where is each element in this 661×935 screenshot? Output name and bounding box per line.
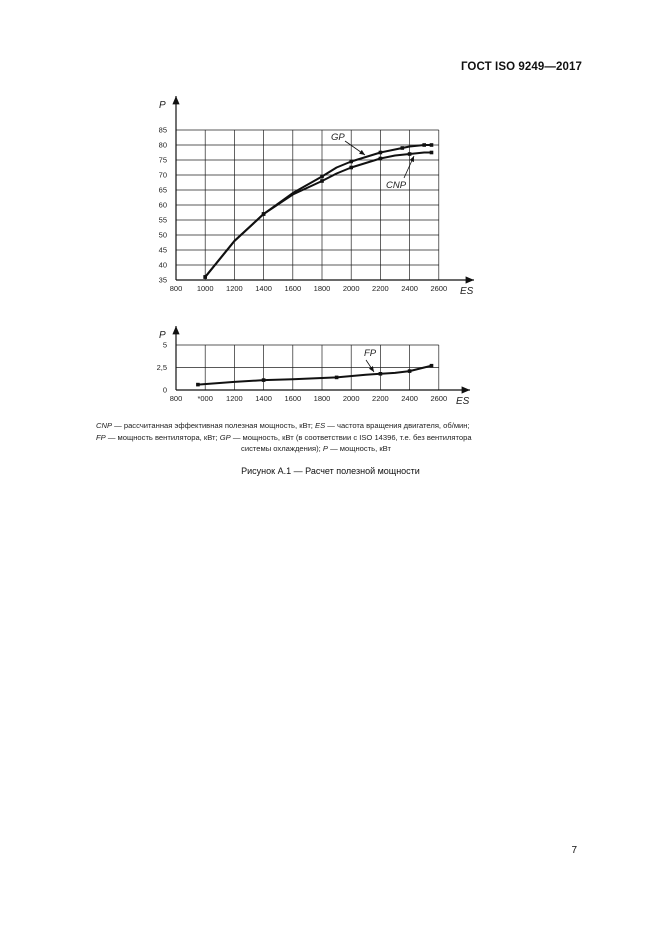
series-line-fp [198,366,432,385]
data-point [379,372,383,376]
x-tick-label: 2000 [342,394,360,403]
data-point [262,378,266,382]
data-point [430,143,434,147]
legend-p-text: — мощность, кВт [327,444,391,454]
annotation-arrow [366,360,374,372]
x-tick-label: 2200 [372,394,389,403]
x-tick-label: 1400 [255,284,272,293]
x-tick-label: 2200 [372,284,389,293]
figure-legend [96,420,536,455]
x-tick-label: 1600 [284,284,302,293]
y-tick-label: 2,5 [156,363,167,372]
x-tick-label: 1000 [196,284,214,293]
x-tick-label: 1200 [226,284,243,293]
data-point [349,160,353,164]
legend-es-symbol: ES [315,421,326,430]
data-point [320,175,324,179]
data-point [349,166,353,170]
data-point [379,151,383,155]
x-tick-label: 800 [169,284,183,293]
series-annotation-label: FP [364,348,377,359]
data-point [408,369,412,373]
page-number: 7 [571,845,577,856]
x-tick-label: 2400 [401,394,418,403]
data-point [203,275,207,279]
y-tick-label: 70 [158,170,167,180]
legend-fp-text: — мощность вентилятора, кВт; [105,432,220,442]
fan-power-chart [157,326,470,407]
series-line-cnp [205,153,431,278]
x-tick-label: 2600 [430,394,448,403]
x-tick-label: 2000 [342,284,360,293]
y-axis-label: P [159,100,166,111]
data-point [430,364,434,368]
y-tick-label: 55 [158,215,167,225]
legend-cnp-symbol: CNP [96,421,113,430]
y-tick-label: 60 [158,200,167,210]
y-tick-label: 45 [158,245,167,255]
data-point [320,179,324,183]
figure-caption: Рисунок А.1 — Расчет полезной мощности [241,466,420,476]
x-tick-label: 1800 [313,394,331,403]
y-tick-label: 75 [158,155,167,165]
y-tick-label: 50 [158,230,167,240]
legend-p-symbol: P [322,444,328,454]
power-chart [159,96,474,297]
y-tick-label: 80 [158,140,167,150]
series-annotation-label: GP [331,132,345,143]
x-tick-label: *000 [197,394,213,403]
x-tick-label: 1600 [284,394,302,403]
legend-gp-symbol: GP [219,432,231,442]
legend-cnp-text: — рассчитанная эффективная полезная мощность, кВт; [112,421,316,430]
y-tick-label: 40 [158,260,167,270]
x-tick-label: 2600 [430,284,448,293]
series-annotation-label: CNP [386,180,407,191]
y-tick-label: 5 [162,340,167,350]
x-tick-label: 1400 [255,394,272,403]
y-tick-label: 65 [158,185,167,195]
legend-fp-symbol: FP [96,432,106,442]
y-tick-label: 85 [158,125,167,135]
series-line-gp [205,145,431,277]
legend-es-text: — частота вращения двигателя, об/мин; [325,421,470,430]
legend-gp-text: — мощность, кВт (в соответствии с ISO 14396, т.е. без вентилятора [230,432,472,442]
data-point [408,152,412,156]
standard-code: ГОСТ ISO 9249—2017 [460,61,582,73]
y-axis-label: P [159,330,166,341]
x-tick-label: 1200 [226,394,243,403]
y-tick-label: 35 [158,275,167,285]
data-point [335,376,339,380]
data-point [401,146,405,150]
x-tick-label: 2400 [401,284,418,293]
x-tick-label: 1800 [313,284,331,293]
x-axis-label: ES [460,286,474,297]
legend-line3-text: системы охлаждения); [241,444,323,454]
data-point [196,383,200,387]
data-point [262,212,266,216]
annotation-arrow [345,141,365,155]
data-point [430,151,434,155]
y-tick-label: 0 [162,385,167,395]
data-point [422,143,426,147]
x-axis-label: ES [456,396,470,407]
x-tick-label: 800 [169,394,183,403]
data-point [379,157,383,161]
